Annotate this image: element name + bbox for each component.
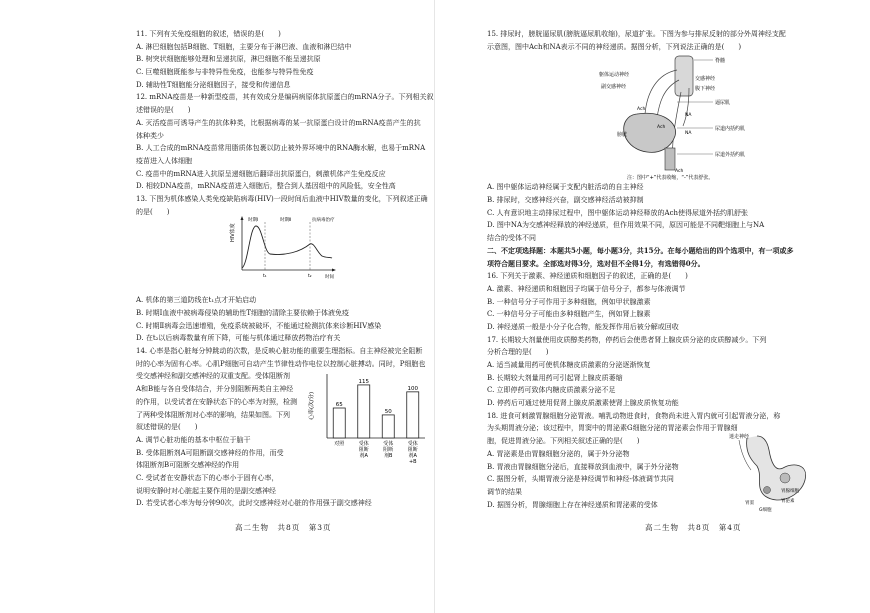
diagram-label-spinal: 脊髓 <box>715 58 726 64</box>
phase-1-label: 时期Ⅰ <box>248 218 259 223</box>
text-line: A. 灭活疫苗可诱导产生的抗体种类，比根据病毒的某一抗原蛋白设计的mRNA疫苗产生的抗 <box>136 118 421 127</box>
category-label-part: +B <box>408 459 417 465</box>
hiv-curve <box>242 226 332 268</box>
text-line: 的是( ) <box>136 207 170 216</box>
bladder-innervation-diagram <box>597 52 797 180</box>
t2-label: t₂ <box>308 274 312 279</box>
text-line: A. 图中躯体运动神经属于支配内脏活动的自主神经 <box>487 183 644 192</box>
question-12 <box>136 91 434 193</box>
text-line: D. 神经递质一般是小分子化合物，能发挥作用后被分解或回收 <box>487 322 679 331</box>
t1-label: t₁ <box>263 274 267 279</box>
text-line: 分析合理的是( ) <box>487 348 549 357</box>
text-line: D. 相较DNA疫苗，mRNA疫苗进入细胞后，整合到人基因组中的风险低，安全性高 <box>136 182 396 191</box>
text-line: A. 胃泌素是由胃腺细胞分泌的，属于外分泌物 <box>487 449 630 458</box>
category-label-part: 阻断 <box>358 447 369 453</box>
text-line: C. 巨噬细胞既能参与非特异性免疫，也能参与特异性免疫 <box>136 68 314 77</box>
hiv-concentration-chart <box>230 212 340 282</box>
text-line: 12. mRNA疫苗是一种新型疫苗，其有效成分是编码病原体抗原蛋白的mRNA分子。下列相关叙 <box>136 93 434 102</box>
diagram-label-parasympathetic: 副交感神经 <box>601 84 627 90</box>
bar <box>333 408 345 438</box>
text-line: 17. 长期较大剂量使用皮质醇类药物，停药后会使患者肾上腺皮质分泌的皮质醇减少。下列 <box>487 335 767 344</box>
bar-value-label: 65 <box>335 402 343 408</box>
text-line: B. 树突状细胞能够处理和呈递抗原，淋巴细胞不能呈递抗原 <box>136 55 321 64</box>
text-line: A. 淋巴细胞包括B细胞、T细胞，主要分布于淋巴液、血液和淋巴结中 <box>136 42 352 51</box>
text-line: C. 疫苗中的mRNA进入抗原呈递细胞后翻译出抗原蛋白，刺激机体产生免疫反应 <box>136 169 386 178</box>
text-line: 为头期胃液分泌；该过程中，胃窦中的胃泌素G细胞分泌的胃泌素会作用于胃腺细 <box>487 424 738 433</box>
text-line: C. 据图分析，头期胃液分泌是神经调节和神经-体液调节共同 <box>487 475 674 484</box>
text-line: C. 一种信号分子可能由多种细胞产生，例如肾上腺素 <box>487 310 651 319</box>
text-line: 体种类少 <box>136 131 164 140</box>
text-line: 了两种受体阻断剂对心率的影响，结果如图。下列 <box>136 410 290 419</box>
text-line: 受交感神经和副交感神经的双重支配。受体阻断剂 <box>136 372 290 381</box>
text-line: D. 据图分析，胃腺细胞上存在神经递质和胃泌素的受体 <box>487 500 658 509</box>
text-line: 述错误的是( ) <box>136 106 191 115</box>
text-line: 叙述错误的是( ) <box>136 423 198 432</box>
diagram-label-detrusor: 逼尿肌 <box>715 100 731 106</box>
nt-label-5: Ach <box>675 169 684 174</box>
category-label-part: 阻断 <box>383 447 394 453</box>
x-label: 时间 <box>325 275 334 280</box>
text-line: B. 排尿时，交感神经兴奋，副交感神经活动被抑制 <box>487 196 644 205</box>
text-line: 16. 下列关于激素、神经递质和细胞因子的叙述，正确的是( ) <box>487 272 688 281</box>
text-line: 疫苗进入人体细胞 <box>136 156 192 165</box>
question-11 <box>136 28 398 91</box>
bar-value-label: 50 <box>384 408 392 415</box>
bar-value-label: 115 <box>358 378 369 385</box>
question-17 <box>487 334 805 410</box>
text-line: 结合的受体不同 <box>487 234 536 243</box>
stomach-label-gland: 胃腺细胞 <box>781 489 799 494</box>
text-line: A和B能与各自受体结合，并分别阻断两类自主神经 <box>136 385 294 394</box>
right-page <box>435 0 870 613</box>
phase-2-label: 时期Ⅱ <box>280 218 292 223</box>
question-16 <box>487 270 805 333</box>
question-15 <box>487 28 805 53</box>
diagram-label-internal-sphincter: 尿道内括约肌 <box>715 126 746 132</box>
text-line: D. 在t₂以后病毒数量有所下降，可能与机体通过释放药物治疗有关 <box>136 334 341 343</box>
text-line: A. 激素、神经递质和细胞因子均属于信号分子，都参与体液调节 <box>487 284 686 293</box>
stomach-label-antrum: 胃窦 <box>745 501 754 506</box>
section-2-title-cont: 项符合题目要求。全部选对得3分，选对但不全得1分，有选错得0分。 <box>487 258 705 268</box>
diagram-label-external-sphincter: 尿道外括约肌 <box>715 152 746 158</box>
text-line: A. 机体的第三道防线在t₁点才开始启动 <box>136 296 257 305</box>
question-15-options <box>487 181 805 244</box>
stomach-label-vagus: 迷走神经 <box>729 434 750 440</box>
phase-3-label: 抗病毒治疗 <box>312 218 335 223</box>
bar-value-label: 100 <box>407 385 418 392</box>
bar <box>382 415 394 438</box>
text-line: B. 长期较大剂量用药可引起肾上腺皮质萎缩 <box>487 373 623 382</box>
text-line: A. 适当减量用药可使机体糖皮质激素的分泌逐渐恢复 <box>487 361 651 369</box>
text-line: 说明安静时对心脏起主要作用的是副交感神经 <box>136 486 276 495</box>
diagram-label-somatic: 躯体运动神经 <box>599 72 630 78</box>
bar <box>358 385 370 438</box>
urethra-shape <box>665 148 675 170</box>
text-line: D. 停药后可通过使用促肾上腺皮质激素使肾上腺皮质恢复功能 <box>487 399 679 408</box>
category-label-part: 受体 <box>407 441 418 447</box>
text-line: 调节的结果 <box>487 487 522 496</box>
text-line: C. 人有意识地主动排尿过程中，图中躯体运动神经释放的Ach使得尿道外括约肌舒张 <box>487 208 749 217</box>
diagram-label-sympathetic: 交感神经 <box>695 76 716 82</box>
diagram-label-hypogastric: 腹下神经 <box>695 86 716 92</box>
category-label-part: 剂A <box>359 453 368 459</box>
y-axis-label: 心率(次/分) <box>309 391 315 420</box>
stomach-label-gastrin: 胃泌素 <box>781 499 795 504</box>
nt-label-3: NA <box>685 131 692 136</box>
text-line: B. 一种信号分子可作用于多种细胞，例如甲状腺激素 <box>487 297 651 306</box>
diagram-label-bladder: 膀胱 <box>617 132 628 138</box>
text-line: 的作用，以受试者在安静状态下的心率为对照，检测 <box>136 397 297 406</box>
nt-label-4: Ach <box>657 125 666 130</box>
text-line: B. 人工合成的mRNA疫苗常用脂质体包裹以防止被外界环境中的RNA酶水解，也易于mRNA <box>136 144 426 153</box>
category-label-part: 受体 <box>383 441 394 447</box>
stomach-label-g-cell: G细胞 <box>759 508 772 513</box>
text-line: 示意图，图中Ach和NA表示不同的神经递质。据图分析，下列说法正确的是( ) <box>487 42 742 51</box>
bladder-shape <box>624 113 676 152</box>
hiv-y-label: HIV浓度 <box>230 223 236 242</box>
text-line: 时的心率为固有心率。心肌P细胞可自动产生节律性动作电位以控制心脏搏动。同时，P细胞也 <box>136 359 426 368</box>
heart-rate-bar-chart <box>305 368 430 468</box>
stomach-diagram <box>727 432 812 514</box>
text-line: C. 立即停药可致体内糖皮质激素分泌不足 <box>487 386 616 395</box>
text-line: C. 时期Ⅱ病毒会迅速增殖，免疫系统被破坏，不能通过检测抗体来诊断HIV感染 <box>136 321 382 330</box>
spinal-cord-shape <box>675 56 693 96</box>
bar <box>407 392 419 438</box>
diagram-caption: 注：图中“+”代表收缩，“-”代表舒张。 <box>627 175 714 181</box>
text-line: A. 调节心脏功能的基本中枢位于脑干 <box>136 435 251 444</box>
category-label-part: 受体 <box>358 441 369 447</box>
category-label-part: 剂B <box>384 453 393 459</box>
nt-label-2: NA <box>685 113 692 118</box>
section-2-title: 二、不定项选择题：本题共5小题，每小题3分，共15分。在每小题给出的四个选项中，有一项或多 <box>487 245 794 255</box>
text-line: 13. 下图为机体感染人类免疫缺陷病毒(HIV)一段时间后血液中HIV数量的变化，下列叙述正确 <box>136 194 428 203</box>
category-label-part: 对照 <box>334 441 345 447</box>
category-label-part: 阻断 <box>407 447 418 453</box>
text-line: 体阻断剂B可阻断交感神经的作用 <box>136 461 240 470</box>
right-page-footer: 高二生物 共8页 第4页 <box>645 523 742 532</box>
text-line: 11. 下列有关免疫细胞的叙述，错误的是( ) <box>136 30 281 38</box>
text-line: C. 受试者在安静状态下的心率小于固有心率， <box>136 473 279 482</box>
question-13-options <box>136 294 398 345</box>
text-line: D. 图中NA为交感神经释放的神经递质，但作用效果不同，原因可能是不同靶细胞上与NA <box>487 221 765 230</box>
text-line: 14. 心率是指心脏每分钟跳动的次数，是反映心脏功能的重要生理指标。自主神经被完全阻断 <box>136 347 423 356</box>
nt-label-1: Ach <box>637 107 646 112</box>
text-line: D. 若受试者心率为每分钟90次，此时交感神经对心脏的作用强于副交感神经 <box>136 499 372 508</box>
text-line: 15. 排尿时，膀胱逼尿肌(膀胱逼尿肌收缩)，尿道扩张。下图为参与排尿反射的部分外周神经支配 <box>487 30 786 38</box>
text-line: 胞，促进胃液分泌。下列相关叙述正确的是( ) <box>487 437 640 446</box>
text-line: B. 受体阻断剂A可阻断副交感神经的作用，而受 <box>136 448 284 457</box>
text-line: B. 时期Ⅰ血液中被病毒侵染的辅助性T细胞的清除主要依赖于体液免疫 <box>136 309 350 317</box>
left-page-footer: 高二生物 共8页 第3页 <box>235 523 332 532</box>
text-line: B. 胃液由胃腺细胞分泌后，直接释放到血液中，属于外分泌物 <box>487 462 679 471</box>
category-label-part: 剂A <box>408 453 417 459</box>
text-line: D. 辅助性T细胞能分泌细胞因子，接受和传递信息 <box>136 80 291 89</box>
text-line: 18. 进食可刺激胃腺细胞分泌胃液。哺乳动物进食时，食物尚未进入胃内就可引起胃液分泌，称 <box>487 411 781 420</box>
